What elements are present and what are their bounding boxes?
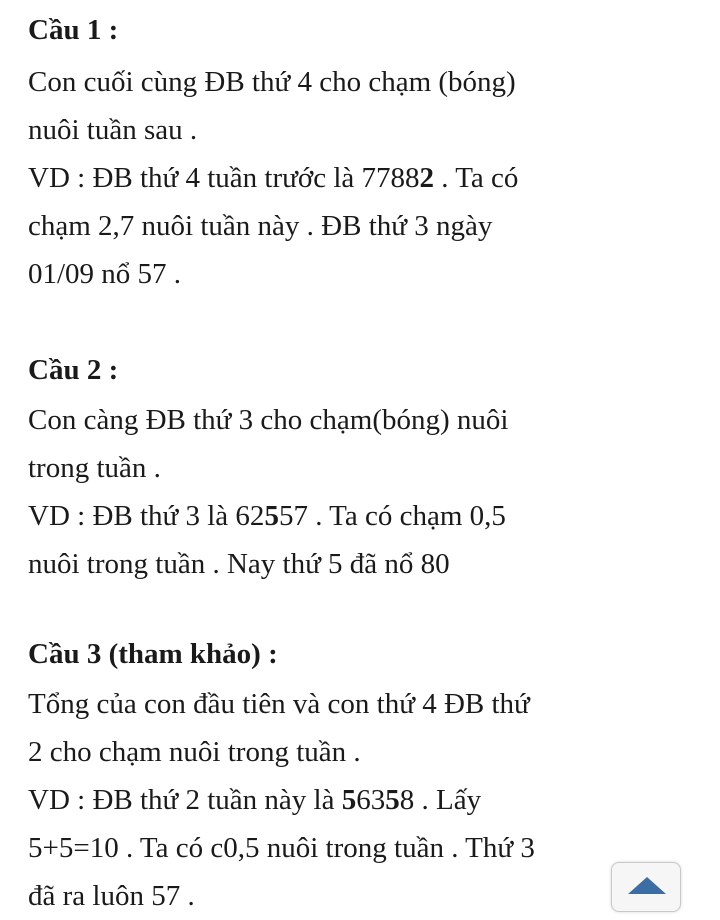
text-line [28, 154, 708, 202]
text-line [28, 776, 708, 824]
text-segment: VD : ĐB thứ 2 tuần này là [28, 784, 342, 816]
section-cau-2 [28, 352, 708, 588]
section-heading: Cầu 3 (tham khảo) : [28, 638, 278, 670]
text-line [28, 492, 708, 540]
section-cau-3 [28, 636, 708, 920]
text-line: 01/09 nổ 57 . [28, 258, 182, 290]
text-line: trong tuần . [28, 452, 161, 484]
text-segment: VD : ĐB thứ 3 là 62 [28, 500, 265, 532]
text-line: nuôi tuần sau . [28, 114, 198, 146]
text-line: đã ra luôn 57 . [28, 880, 195, 912]
text-line: 2 cho chạm nuôi trong tuần . [28, 736, 361, 768]
section-cau-1 [28, 0, 708, 298]
text-line: nuôi trong tuần . Nay thứ 5 đã nổ 80 [28, 548, 450, 580]
text-segment: 57 . Ta có chạm 0,5 [278, 500, 506, 532]
triangle-up-icon [626, 875, 668, 895]
text-line: 5+5=10 . Ta có c0,5 nuôi trong tuần . Thứ 3 [28, 832, 535, 864]
bold-digit: 5 [341, 784, 357, 816]
section-heading: Cầu 2 : [28, 354, 119, 386]
text-line: Con cuối cùng ĐB thứ 4 cho chạm (bóng) [28, 66, 516, 98]
text-segment: VD : ĐB thứ 4 tuần trước là 7788 [28, 162, 420, 194]
text-line: Tổng của con đầu tiên và con thứ 4 ĐB thứ [28, 688, 530, 720]
text-line: chạm 2,7 nuôi tuần này . ĐB thứ 3 ngày [28, 210, 493, 242]
section-heading: Cầu 1 : [28, 14, 119, 46]
text-segment: 63 [356, 784, 386, 816]
text-segment: 8 . Lấy [399, 784, 482, 816]
article-content [28, 0, 708, 920]
bold-digit: 5 [385, 784, 400, 816]
scroll-to-top-button[interactable] [611, 862, 681, 912]
bold-digit: 5 [264, 500, 279, 532]
text-line: Con càng ĐB thứ 3 cho chạm(bóng) nuôi [28, 404, 509, 436]
text-segment: . Ta có [434, 162, 519, 194]
bold-digit: 2 [419, 162, 434, 194]
